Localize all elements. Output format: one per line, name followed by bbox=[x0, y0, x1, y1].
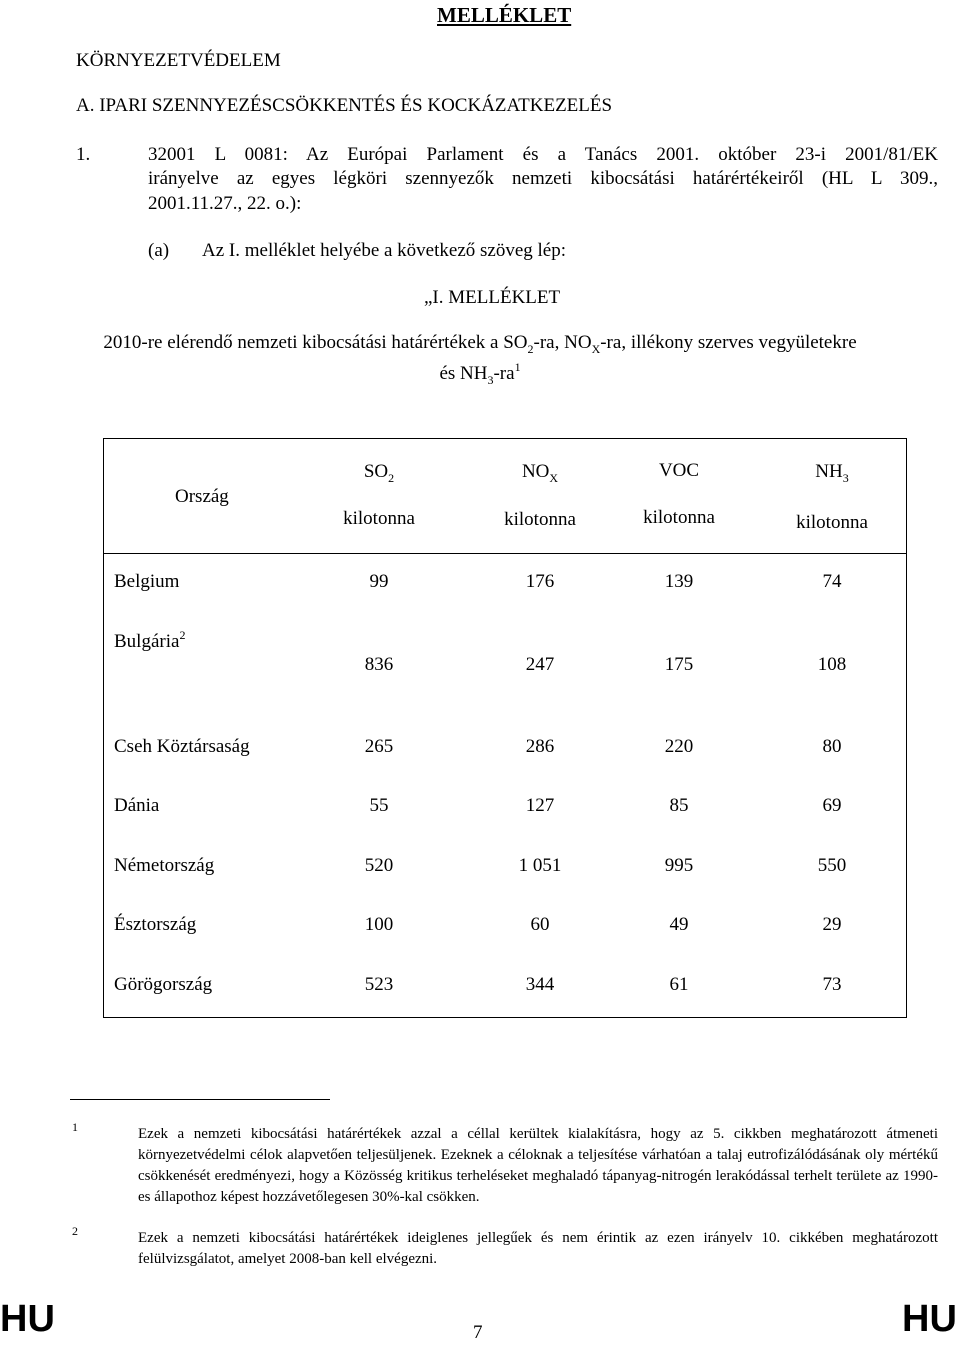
item-text-line3: 2001.11.27., 22. o.): bbox=[148, 193, 302, 214]
column-unit-nox: kilotonna bbox=[504, 509, 576, 530]
table-header-divider bbox=[103, 553, 907, 554]
table-cell: 85 bbox=[669, 795, 689, 816]
subsection-heading: A. IPARI SZENNYEZÉSCSÖKKENTÉS ÉS KOCKÁZATKEZELÉS bbox=[76, 95, 613, 116]
table-cell: 344 bbox=[525, 974, 555, 995]
annex-description-line2: és $NH_3-ra^1$ bbox=[439, 360, 521, 387]
table-row-country: Németország bbox=[114, 855, 215, 876]
table-cell: 74 bbox=[822, 571, 842, 592]
table-cell: 73 bbox=[822, 974, 842, 995]
language-code-left: HU bbox=[0, 1298, 55, 1340]
table-cell: 1 051 bbox=[518, 855, 562, 876]
table-cell: 69 bbox=[822, 795, 842, 816]
table-row-country: Belgium bbox=[114, 571, 180, 592]
page-number: 7 bbox=[473, 1322, 483, 1343]
table-row-country: Cseh Köztársaság bbox=[114, 736, 250, 757]
table-cell: 127 bbox=[525, 795, 555, 816]
country-column-header: Ország bbox=[175, 486, 229, 507]
table-cell: 55 bbox=[369, 795, 389, 816]
column-header-so2: $SO_2$ bbox=[363, 461, 395, 485]
table-cell: 995 bbox=[664, 855, 694, 876]
table-cell: 29 bbox=[822, 914, 842, 935]
column-header-voc: VOC bbox=[658, 460, 700, 481]
table-cell: 265 bbox=[364, 736, 394, 757]
table-row-country: Dánia bbox=[114, 795, 160, 816]
sub-item-label: (a) bbox=[148, 240, 170, 261]
table-row-country: Észtország bbox=[114, 914, 197, 935]
table-row-country: Bulgária$^2$ bbox=[114, 628, 186, 652]
section-heading: KÖRNYEZETVÉDELEM bbox=[76, 50, 281, 71]
annex-title: MELLÉKLET bbox=[437, 3, 572, 27]
column-unit-voc: kilotonna bbox=[643, 507, 715, 528]
table-cell: 61 bbox=[669, 974, 689, 995]
column-header-nox: $NO_X$ bbox=[521, 461, 559, 485]
table-cell: 80 bbox=[822, 736, 842, 757]
table-cell: 49 bbox=[669, 914, 689, 935]
footnote-separator bbox=[70, 1099, 330, 1100]
footnote-number: 1 bbox=[72, 1120, 78, 1134]
table-cell: 836 bbox=[364, 654, 394, 675]
table-cell: 550 bbox=[817, 855, 847, 876]
item-number: 1. bbox=[76, 144, 91, 165]
language-code-right: HU bbox=[902, 1298, 957, 1340]
table-cell: 60 bbox=[530, 914, 550, 935]
footnote-text: Ezek a nemzeti kibocsátási határértékek azzal a céllal kerültek kialakításra, hogy az 5. cikkben meghatározott átmeneti környezetvédelmi célok alapvetően teljesüljenek. Ezeknek a céloknak a teljesítése várhatóan a talaj eutrofizálódásának oly mértékű csökkenését eredményezi, hogy a Közösség kritikus terheléseket meghaladó tápanyag-nitrogén lerakódással terhelt területe az 1990-es állapothoz képest hozzávetőlegesen 30%-kal csökken. bbox=[138, 1126, 938, 1205]
item-text-line2: irányelve az egyes légköri szennyezők nemzeti kibocsátási határértékeiről (HL L 309., bbox=[148, 168, 938, 189]
column-header-nh3: $NH_3$ bbox=[815, 461, 849, 485]
footnote-text: Ezek a nemzeti kibocsátási határértékek ideiglenes jellegűek és nem érintik az ezen irányelv 10. cikkében meghatározott felülvizsgálatot, amelyet 2008-ban kell elvégezni. bbox=[138, 1230, 938, 1267]
table-cell: 286 bbox=[525, 736, 555, 757]
table-cell: 100 bbox=[364, 914, 394, 935]
footnote-number: 2 bbox=[72, 1224, 78, 1238]
annex-heading: „I. MELLÉKLET bbox=[424, 287, 561, 308]
table-cell: 108 bbox=[817, 654, 847, 675]
sub-item-text: Az I. melléklet helyébe a következő szöveg lép: bbox=[202, 240, 567, 261]
column-unit-nh3: kilotonna bbox=[796, 512, 868, 533]
column-unit-so2: kilotonna bbox=[343, 508, 415, 529]
table-cell: 520 bbox=[364, 855, 394, 876]
table-cell: 175 bbox=[664, 654, 694, 675]
annex-description-line1: 2010-re elérendő nemzeti kibocsátási határértékek a $SO_2-ra$, $NO_X-ra$, illékony szerves vegyületekre bbox=[103, 332, 857, 356]
table-cell: 220 bbox=[664, 736, 694, 757]
table-cell: 176 bbox=[525, 571, 555, 592]
table-cell: 247 bbox=[525, 654, 555, 675]
table-cell: 139 bbox=[664, 571, 694, 592]
table-cell: 523 bbox=[364, 974, 394, 995]
table-row-country: Görögország bbox=[114, 974, 213, 995]
table-cell: 99 bbox=[369, 571, 389, 592]
item-text-line1: 32001 L 0081: Az Európai Parlament és a Tanács 2001. október 23-i 2001/81/EK bbox=[148, 144, 938, 165]
